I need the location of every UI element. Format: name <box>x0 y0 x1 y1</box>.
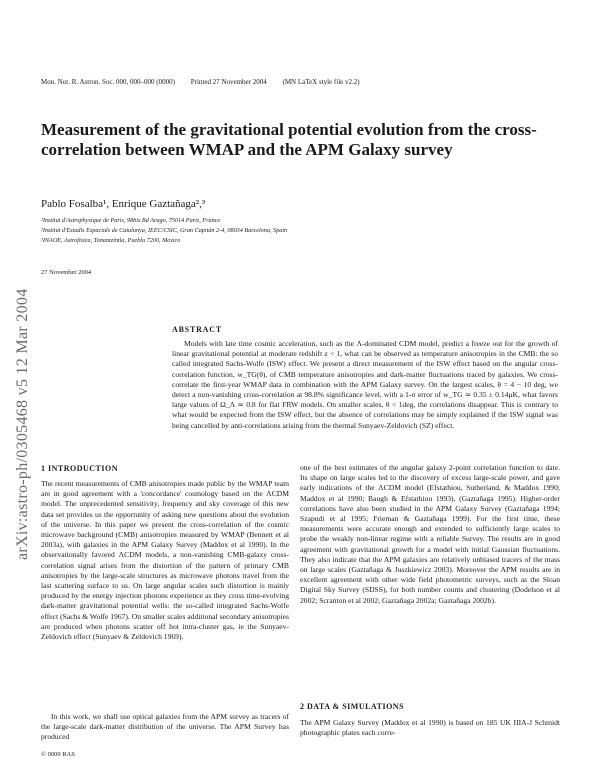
journal-ref: Mon. Not. R. Astron. Soc. 000, 000–000 (0000) <box>41 78 175 86</box>
arxiv-stamp: arXiv:astro-ph/0305468 v5 12 Mar 2004 <box>14 288 31 560</box>
data-paragraph-1: The APM Galaxy Survey (Maddox et al 1990) is based on 185 UK IIIA-J Schmidt photographic plates each corre- <box>300 718 560 738</box>
intro-paragraph-2: In this work, we shall use optical galaxies from the APM survey as tracers of the large-scale dark-matter distribution of the universe. The APM Survey has produced <box>41 712 289 742</box>
running-header <box>41 78 374 86</box>
abstract-text: Models with late time cosmic acceleration, such as the Λ-dominated CDM model, predict a freeze out for the growth of linear gravitational potential at moderate redshift z < 1, what can be observed as temperature anisotropies in the CMB: the so called integrated Sachs-Wolfe (ISW) effect. We present a direct measurement of the ISW effect based on the angular cross-correlation function, w_TG(θ), of CMB temperature anisotropies and dark-matter fluctuations traced by galaxies. We cross-correlate the first-year WMAP data in combination with the APM Galaxy survey. On the largest scales, θ = 4 − 10 deg, we detect a non-vanishing cross-correlation at 98.8% significance level, with a 1-σ error of w_TG ≃ 0.35 ± 0.14μK, what favors large values of Ω_Λ ≃ 0.8 for flat FRW models. On smaller scales, θ < 1deg, the correlations disappear. This is contrary to what would be expected from the ISW effect, but the absence of correlations may be simply explained if the ISW signal was being cancelled by anti-correlations arising from the thermal Sunyaev-Zeldovich (SZ) effect. <box>172 339 558 430</box>
printed-date: Printed 27 November 2004 <box>190 78 267 86</box>
affiliation-2: ²Institut d'Estudis Espacials de Catalunya, IEEC/CSIC, Gran Capitán 2-4, 08034 Barcelona, Spain <box>41 227 288 234</box>
right-column-paragraph: one of the best estimates of the angular galaxy 2-point correlation function to date. Its shape on large scales led to the discovery of excess large-scale power, and gave early indications of the ΛCDM model (Efstathiou, Sutherland, & Maddox 1990; Maddox et al 1990; Baugh & Efstathiou 1993), (Gaztañaga 1995). Higher-order correlations have also been studied in the APM Galaxy Survey (Gaztañaga 1994; Szapudi et al 1995; Frieman & Gaztañaga 1999). For the first time, these measurements were accurate enough and extended to sufficiently large scales to probe the weakly non-linear regime with a reliable Survey. The results are in good agreement with gravitational growth for a model with initial Gaussian fluctuations. They also indicate that the APM galaxies are relatively unbiased tracers of the mass on large scales (Gaztañaga & Juszkiewicz 2003). Moreover the APM results are in excellent agreement with other wide field photometric surveys, such as the Sloan Digital Sky Survey (SDSS), for both number counts and clustering (Dodelson et al 2002; Scranton et al 2002; Gaztañaga 2002a; Gaztañaga 2002b). <box>300 463 560 605</box>
copyright-footer: © 0000 RAS <box>41 751 75 758</box>
intro-heading: 1 INTRODUCTION <box>41 464 119 473</box>
style-note: (MN LaTeX style file v2.2) <box>282 78 360 86</box>
intro-paragraph-1: The recent measurements of CMB anisotropies made public by the WMAP team are in good agreement with a 'concordance' cosmology based on the ΛCDM model. The unprecedented sensitivity, frequency and sky coverage of this new data set provides us the opportunity of asking new questions about the evolution of the universe. In this paper we present the cross-correlation of the cosmic microwave background (CMB) anisotropies measured by WMAP (Bennett et al 2003a), with galaxies in the APM Galaxy Survey (Maddox et al 1990). In the observationally favored ΛCDM models, a non-vanishing CMB-galaxy cross-correlation signal arises from the distortion of the pattern of primary CMB anisotropies by the large-scale structures as microwave photons travel from the last scattering surface to us. On large angular scales such distortion is mainly produced by the energy injection photons experience as they cross time-evolving dark-matter gravitational potential wells: the so-called integrated Sachs-Wolfe effect (Sachs & Wolfe 1967). On smaller scales additional secondary anisotropies are produced when photons scatter off hot intra-cluster gas, ie the Sunyaev-Zeldovich effect (Sunyaev & Zeldovich 1969). <box>41 479 289 642</box>
abstract-heading: ABSTRACT <box>172 325 222 334</box>
paper-title: Measurement of the gravitational potential evolution from the cross-correlation between WMAP and the APM Galaxy survey <box>41 120 537 159</box>
submission-date: 27 November 2004 <box>41 269 92 276</box>
affiliation-3: ³INAOE, Astrofisica, Tonantzintla, Puebla 7200, Mexico <box>41 237 181 244</box>
data-heading: 2 DATA & SIMULATIONS <box>300 702 405 711</box>
authors: Pablo Fosalba¹, Enrique Gaztañaga²,³ <box>41 198 206 210</box>
affiliation-1: ¹Institut d'Astrophysique de Paris, 98bis Bd Arago, 75014 Paris, France <box>41 217 221 224</box>
